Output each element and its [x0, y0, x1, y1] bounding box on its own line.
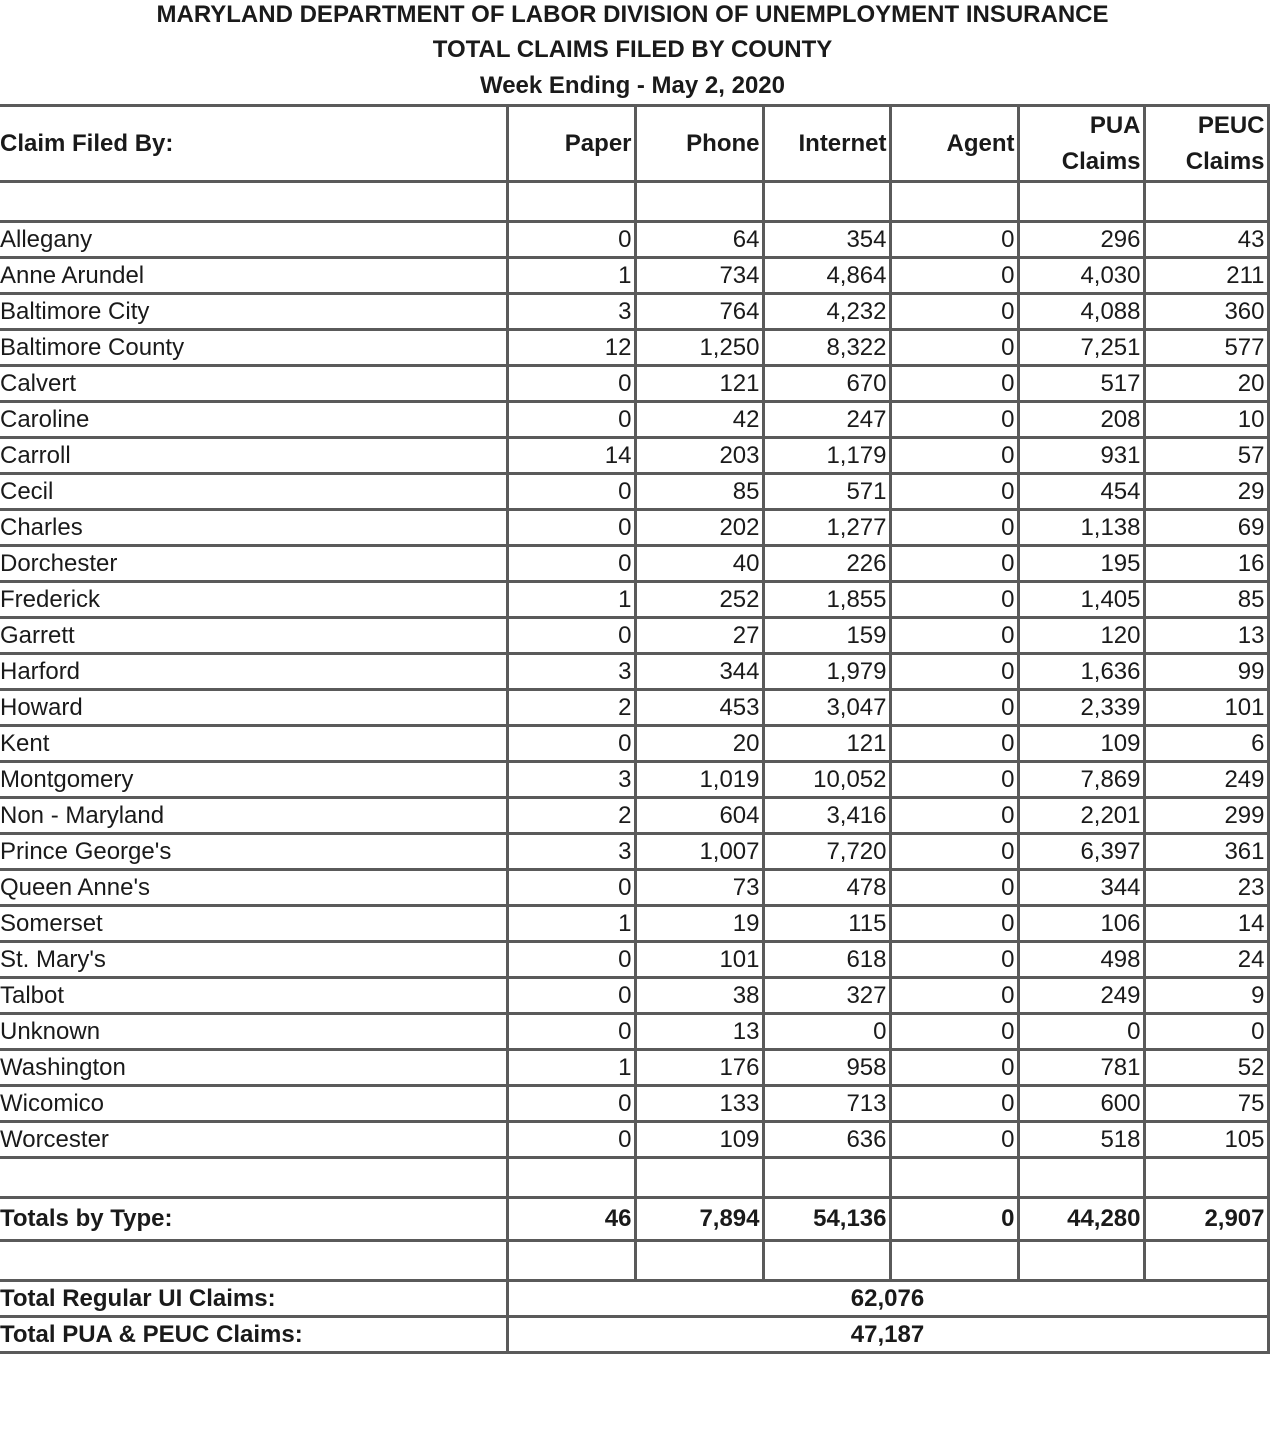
cell-phone: 73 [635, 870, 763, 906]
cell-paper: 3 [507, 654, 635, 690]
claims-table [0, 104, 1270, 1354]
cell-peuc: 6 [1144, 726, 1268, 762]
totals-peuc: 2,907 [1144, 1198, 1268, 1241]
cell-peuc: 360 [1144, 294, 1268, 330]
cell-agent: 0 [890, 582, 1018, 618]
summary-regular-label: Total Regular UI Claims: [0, 1281, 507, 1317]
title-report: TOTAL CLAIMS FILED BY COUNTY [432, 36, 833, 63]
cell-pua: 1,405 [1018, 582, 1144, 618]
cell-paper: 0 [507, 222, 635, 258]
cell-agent: 0 [890, 798, 1018, 834]
cell-agent: 0 [890, 978, 1018, 1014]
cell-paper: 0 [507, 870, 635, 906]
cell-phone: 85 [635, 474, 763, 510]
county-name: Baltimore County [0, 330, 507, 366]
cell-agent: 0 [890, 690, 1018, 726]
cell-pua: 344 [1018, 870, 1144, 906]
spacer-cell [763, 182, 890, 222]
cell-pua: 518 [1018, 1122, 1144, 1158]
table-row [0, 474, 1268, 510]
county-name: Howard [0, 690, 507, 726]
spacer-cell [763, 1241, 890, 1281]
cell-peuc: 29 [1144, 474, 1268, 510]
cell-peuc: 211 [1144, 258, 1268, 294]
cell-pua: 2,339 [1018, 690, 1144, 726]
spacer-row [0, 1241, 1268, 1281]
summary-pua-peuc-label: Total PUA & PEUC Claims: [0, 1317, 507, 1353]
county-name: Garrett [0, 618, 507, 654]
county-name: Non - Maryland [0, 798, 507, 834]
cell-phone: 1,019 [635, 762, 763, 798]
cell-phone: 27 [635, 618, 763, 654]
cell-paper: 0 [507, 942, 635, 978]
cell-internet: 0 [763, 1014, 890, 1050]
cell-internet: 478 [763, 870, 890, 906]
cell-agent: 0 [890, 834, 1018, 870]
cell-peuc: 299 [1144, 798, 1268, 834]
cell-internet: 247 [763, 402, 890, 438]
spacer-cell [1144, 182, 1268, 222]
cell-peuc: 9 [1144, 978, 1268, 1014]
spacer-row [0, 1158, 1268, 1198]
cell-phone: 101 [635, 942, 763, 978]
cell-internet: 713 [763, 1086, 890, 1122]
summary-regular-row [0, 1281, 1268, 1317]
cell-peuc: 23 [1144, 870, 1268, 906]
table-row [0, 366, 1268, 402]
cell-peuc: 69 [1144, 510, 1268, 546]
cell-paper: 2 [507, 690, 635, 726]
spacer-cell [890, 182, 1018, 222]
cell-phone: 40 [635, 546, 763, 582]
county-name: Queen Anne's [0, 870, 507, 906]
cell-phone: 121 [635, 366, 763, 402]
spacer-cell [0, 1158, 507, 1198]
table-row [0, 258, 1268, 294]
cell-internet: 1,277 [763, 510, 890, 546]
table-row [0, 1122, 1268, 1158]
cell-internet: 1,855 [763, 582, 890, 618]
spacer-cell [635, 182, 763, 222]
table-row [0, 438, 1268, 474]
cell-internet: 7,720 [763, 834, 890, 870]
cell-internet: 10,052 [763, 762, 890, 798]
table-row [0, 798, 1268, 834]
cell-agent: 0 [890, 1086, 1018, 1122]
cell-agent: 0 [890, 546, 1018, 582]
cell-agent: 0 [890, 870, 1018, 906]
totals-agent: 0 [890, 1198, 1018, 1241]
cell-pua: 6,397 [1018, 834, 1144, 870]
cell-peuc: 14 [1144, 906, 1268, 942]
spacer-cell [1018, 1241, 1144, 1281]
cell-phone: 453 [635, 690, 763, 726]
totals-pua: 44,280 [1018, 1198, 1144, 1241]
cell-paper: 0 [507, 1086, 635, 1122]
header-peuc-line2: Claims [1185, 147, 1265, 175]
cell-paper: 0 [507, 978, 635, 1014]
county-name: Charles [0, 510, 507, 546]
cell-pua: 195 [1018, 546, 1144, 582]
county-name: Washington [0, 1050, 507, 1086]
cell-internet: 958 [763, 1050, 890, 1086]
cell-paper: 1 [507, 582, 635, 618]
totals-internet: 54,136 [763, 1198, 890, 1241]
cell-phone: 176 [635, 1050, 763, 1086]
county-name: Frederick [0, 582, 507, 618]
cell-phone: 1,250 [635, 330, 763, 366]
county-name: Wicomico [0, 1086, 507, 1122]
cell-phone: 19 [635, 906, 763, 942]
table-row [0, 726, 1268, 762]
table-row [0, 618, 1268, 654]
cell-agent: 0 [890, 906, 1018, 942]
cell-phone: 38 [635, 978, 763, 1014]
cell-paper: 3 [507, 834, 635, 870]
cell-agent: 0 [890, 438, 1018, 474]
cell-agent: 0 [890, 402, 1018, 438]
cell-internet: 571 [763, 474, 890, 510]
cell-peuc: 0 [1144, 1014, 1268, 1050]
county-name: Allegany [0, 222, 507, 258]
cell-internet: 327 [763, 978, 890, 1014]
table-row [0, 906, 1268, 942]
summary-pua-peuc-row [0, 1317, 1268, 1353]
cell-paper: 1 [507, 1050, 635, 1086]
cell-pua: 4,088 [1018, 294, 1144, 330]
cell-internet: 159 [763, 618, 890, 654]
header-peuc-claims [1144, 106, 1268, 182]
cell-agent: 0 [890, 618, 1018, 654]
cell-agent: 0 [890, 942, 1018, 978]
county-name: Anne Arundel [0, 258, 507, 294]
cell-agent: 0 [890, 510, 1018, 546]
spacer-cell [507, 1158, 635, 1198]
cell-phone: 734 [635, 258, 763, 294]
header-internet: Internet [763, 106, 890, 182]
spacer-cell [0, 1241, 507, 1281]
cell-internet: 3,047 [763, 690, 890, 726]
cell-paper: 3 [507, 762, 635, 798]
cell-phone: 252 [635, 582, 763, 618]
summary-pua-peuc-value: 47,187 [507, 1317, 1268, 1353]
cell-paper: 0 [507, 474, 635, 510]
county-name: Baltimore City [0, 294, 507, 330]
spacer-cell [890, 1241, 1018, 1281]
cell-agent: 0 [890, 258, 1018, 294]
cell-phone: 764 [635, 294, 763, 330]
cell-internet: 8,322 [763, 330, 890, 366]
header-pua-claims [1018, 106, 1144, 182]
cell-phone: 64 [635, 222, 763, 258]
spacer-cell [1018, 182, 1144, 222]
cell-internet: 354 [763, 222, 890, 258]
header-claim-filed-by: Claim Filed By: [0, 106, 507, 182]
header-peuc-line1: PEUC [1197, 111, 1265, 139]
cell-agent: 0 [890, 366, 1018, 402]
cell-phone: 1,007 [635, 834, 763, 870]
cell-internet: 121 [763, 726, 890, 762]
cell-phone: 202 [635, 510, 763, 546]
county-name: Carroll [0, 438, 507, 474]
header-pua-line1: PUA [1089, 111, 1141, 139]
spacer-cell [1018, 1158, 1144, 1198]
county-name: Kent [0, 726, 507, 762]
cell-phone: 109 [635, 1122, 763, 1158]
cell-agent: 0 [890, 726, 1018, 762]
spacer-cell [507, 182, 635, 222]
cell-peuc: 101 [1144, 690, 1268, 726]
cell-agent: 0 [890, 654, 1018, 690]
cell-paper: 0 [507, 402, 635, 438]
cell-peuc: 13 [1144, 618, 1268, 654]
county-name: Unknown [0, 1014, 507, 1050]
cell-pua: 7,251 [1018, 330, 1144, 366]
cell-paper: 12 [507, 330, 635, 366]
cell-paper: 0 [507, 618, 635, 654]
cell-internet: 4,864 [763, 258, 890, 294]
cell-peuc: 85 [1144, 582, 1268, 618]
totals-paper: 46 [507, 1198, 635, 1241]
cell-paper: 1 [507, 258, 635, 294]
spacer-cell [1144, 1158, 1268, 1198]
spacer-cell [1144, 1241, 1268, 1281]
cell-peuc: 24 [1144, 942, 1268, 978]
table-row [0, 942, 1268, 978]
county-name: Prince George's [0, 834, 507, 870]
totals-row [0, 1198, 1268, 1241]
cell-phone: 42 [635, 402, 763, 438]
table-row [0, 762, 1268, 798]
table-row [0, 222, 1268, 258]
county-name: Worcester [0, 1122, 507, 1158]
table-row [0, 330, 1268, 366]
table-row [0, 546, 1268, 582]
cell-agent: 0 [890, 330, 1018, 366]
county-name: St. Mary's [0, 942, 507, 978]
cell-paper: 14 [507, 438, 635, 474]
spacer-cell [0, 182, 507, 222]
cell-paper: 0 [507, 366, 635, 402]
table-row [0, 870, 1268, 906]
table-row [0, 582, 1268, 618]
table-row [0, 402, 1268, 438]
cell-pua: 109 [1018, 726, 1144, 762]
title-agency: MARYLAND DEPARTMENT OF LABOR DIVISION OF UNEMPLOYMENT INSURANCE [156, 1, 1109, 28]
header-pua-line2: Claims [1061, 147, 1141, 175]
cell-agent: 0 [890, 1122, 1018, 1158]
cell-pua: 249 [1018, 978, 1144, 1014]
table-row [0, 690, 1268, 726]
county-name: Dorchester [0, 546, 507, 582]
county-name: Caroline [0, 402, 507, 438]
cell-peuc: 361 [1144, 834, 1268, 870]
cell-pua: 0 [1018, 1014, 1144, 1050]
cell-peuc: 57 [1144, 438, 1268, 474]
cell-pua: 931 [1018, 438, 1144, 474]
cell-paper: 1 [507, 906, 635, 942]
table-row [0, 510, 1268, 546]
cell-paper: 0 [507, 726, 635, 762]
spacer-cell [635, 1241, 763, 1281]
county-name: Talbot [0, 978, 507, 1014]
cell-paper: 0 [507, 546, 635, 582]
cell-pua: 4,030 [1018, 258, 1144, 294]
cell-internet: 1,979 [763, 654, 890, 690]
cell-internet: 670 [763, 366, 890, 402]
cell-phone: 344 [635, 654, 763, 690]
cell-peuc: 99 [1144, 654, 1268, 690]
table-row [0, 654, 1268, 690]
cell-pua: 454 [1018, 474, 1144, 510]
cell-agent: 0 [890, 762, 1018, 798]
cell-internet: 3,416 [763, 798, 890, 834]
cell-peuc: 43 [1144, 222, 1268, 258]
cell-internet: 226 [763, 546, 890, 582]
cell-internet: 636 [763, 1122, 890, 1158]
cell-pua: 120 [1018, 618, 1144, 654]
cell-paper: 0 [507, 510, 635, 546]
cell-phone: 20 [635, 726, 763, 762]
cell-pua: 2,201 [1018, 798, 1144, 834]
cell-phone: 604 [635, 798, 763, 834]
cell-phone: 133 [635, 1086, 763, 1122]
cell-agent: 0 [890, 294, 1018, 330]
cell-peuc: 20 [1144, 366, 1268, 402]
cell-paper: 2 [507, 798, 635, 834]
cell-peuc: 75 [1144, 1086, 1268, 1122]
spacer-cell [635, 1158, 763, 1198]
cell-phone: 13 [635, 1014, 763, 1050]
cell-agent: 0 [890, 474, 1018, 510]
cell-peuc: 105 [1144, 1122, 1268, 1158]
table-row [0, 834, 1268, 870]
cell-pua: 7,869 [1018, 762, 1144, 798]
cell-pua: 781 [1018, 1050, 1144, 1086]
spacer-cell [890, 1158, 1018, 1198]
cell-pua: 1,138 [1018, 510, 1144, 546]
title-week: Week Ending - May 2, 2020 [479, 72, 785, 99]
table-row [0, 294, 1268, 330]
table-header-row [0, 106, 1268, 182]
cell-agent: 0 [890, 1050, 1018, 1086]
table-row [0, 1086, 1268, 1122]
cell-internet: 115 [763, 906, 890, 942]
cell-agent: 0 [890, 222, 1018, 258]
county-name: Montgomery [0, 762, 507, 798]
cell-internet: 618 [763, 942, 890, 978]
cell-peuc: 16 [1144, 546, 1268, 582]
totals-label: Totals by Type: [0, 1198, 507, 1241]
spacer-cell [507, 1241, 635, 1281]
cell-pua: 600 [1018, 1086, 1144, 1122]
county-name: Harford [0, 654, 507, 690]
cell-paper: 0 [507, 1122, 635, 1158]
header-paper: Paper [507, 106, 635, 182]
cell-peuc: 10 [1144, 402, 1268, 438]
county-name: Somerset [0, 906, 507, 942]
spacer-cell [763, 1158, 890, 1198]
cell-pua: 296 [1018, 222, 1144, 258]
cell-pua: 517 [1018, 366, 1144, 402]
cell-pua: 498 [1018, 942, 1144, 978]
cell-pua: 106 [1018, 906, 1144, 942]
table-row [0, 1014, 1268, 1050]
cell-peuc: 52 [1144, 1050, 1268, 1086]
cell-agent: 0 [890, 1014, 1018, 1050]
cell-internet: 1,179 [763, 438, 890, 474]
cell-phone: 203 [635, 438, 763, 474]
cell-internet: 4,232 [763, 294, 890, 330]
spacer-row [0, 182, 1268, 222]
summary-regular-value: 62,076 [507, 1281, 1268, 1317]
cell-pua: 1,636 [1018, 654, 1144, 690]
cell-pua: 208 [1018, 402, 1144, 438]
table-row [0, 1050, 1268, 1086]
totals-phone: 7,894 [635, 1198, 763, 1241]
county-name: Calvert [0, 366, 507, 402]
cell-peuc: 577 [1144, 330, 1268, 366]
county-name: Cecil [0, 474, 507, 510]
cell-paper: 3 [507, 294, 635, 330]
cell-paper: 0 [507, 1014, 635, 1050]
header-phone: Phone [635, 106, 763, 182]
table-row [0, 978, 1268, 1014]
header-agent: Agent [890, 106, 1018, 182]
cell-peuc: 249 [1144, 762, 1268, 798]
